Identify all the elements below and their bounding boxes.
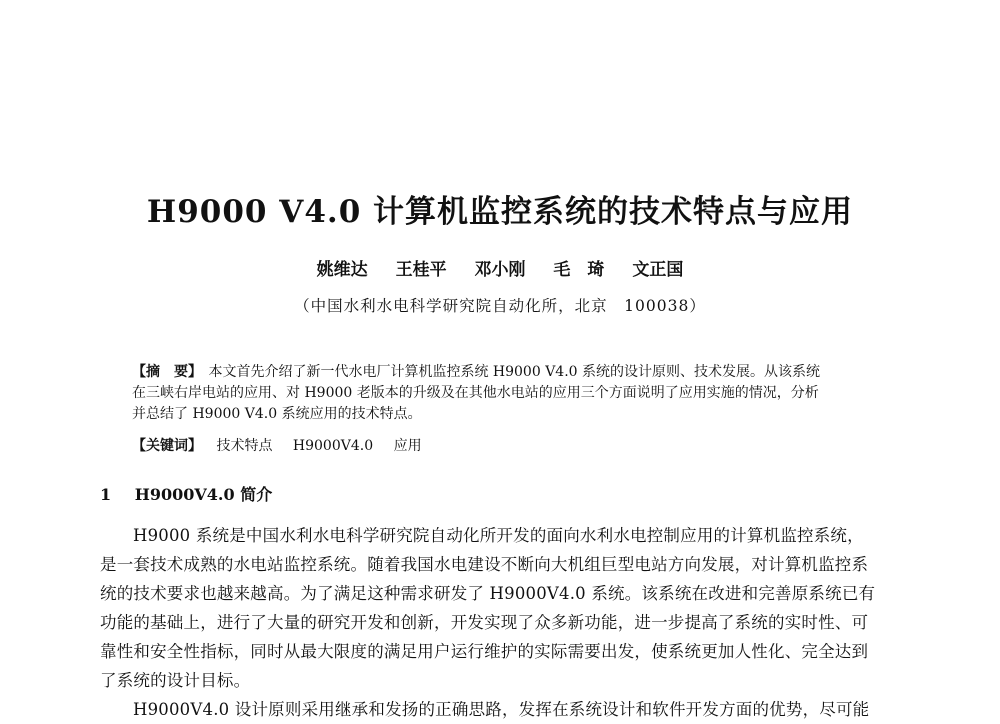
keyword: 应用 [393,438,422,454]
section-heading [100,482,272,505]
keyword: H9000V4.0 [292,438,374,454]
body-text [100,521,912,724]
body-line: H9000V4.0 设计原则采用继承和发扬的正确思路，发挥在系统设计和软件开发方面的优势，尽可能 [133,700,870,719]
body-line: 了系统的设计目标。 [100,671,251,690]
author-name: 王桂平 [395,260,447,280]
abstract-line [132,362,878,383]
author-name: 毛 琦 [553,260,605,280]
abstract-line: 并总结了 H9000 V4.0 系统应用的技术特点。 [132,406,422,422]
body-line: H9000 系统是中国水利水电科学研究院自动化所开发的面向水利水电控制应用的计算机监控系统， [133,526,864,545]
author-list [0,255,1000,280]
keywords-label: 【关键词】 [132,438,202,454]
author-name: 姚维达 [316,260,368,280]
body-line: 功能的基础上，进行了大量的研究开发和创新，开发实现了众多新功能，进一步提高了系统的实时性、可 [100,613,869,632]
author-affiliation: （中国水利水电科学研究院自动化所，北京 100038） [294,297,706,315]
abstract-block [132,362,878,425]
body-line: 统的技术要求也越来越高。为了满足这种需求研发了 H9000V4.0 系统。该系统在改进和完善原系统已有 [100,584,876,603]
keyword: 技术特点 [216,438,273,454]
keywords-block [132,436,878,457]
paper-title: H9000 V4.0 计算机监控系统的技术特点与应用 [146,194,854,230]
abstract-text: 本文首先介绍了新一代水电厂计算机监控系统 H9000 V4.0 系统的设计原则、技术发展。从该系统 [208,364,821,380]
body-line: 是一套技术成熟的水电站监控系统。随着我国水电建设不断向大机组巨型电站方向发展，对计算机监控系 [100,555,869,574]
body-line: 靠性和安全性指标，同时从最大限度的满足用户运行维护的实际需要出发，使系统更加人性化、完全达到 [100,642,869,661]
author-name: 邓小刚 [474,260,526,280]
section-title: H9000V4.0 简介 [134,485,273,504]
abstract-label: 【摘 要】 [132,364,202,380]
abstract-line: 在三峡右岸电站的应用、对 H9000 老版本的升级及在其他水电站的应用三个方面说明了应用实施的情况，分析 [132,385,819,401]
section-number: 1 [100,485,112,504]
author-name: 文正国 [632,260,684,280]
